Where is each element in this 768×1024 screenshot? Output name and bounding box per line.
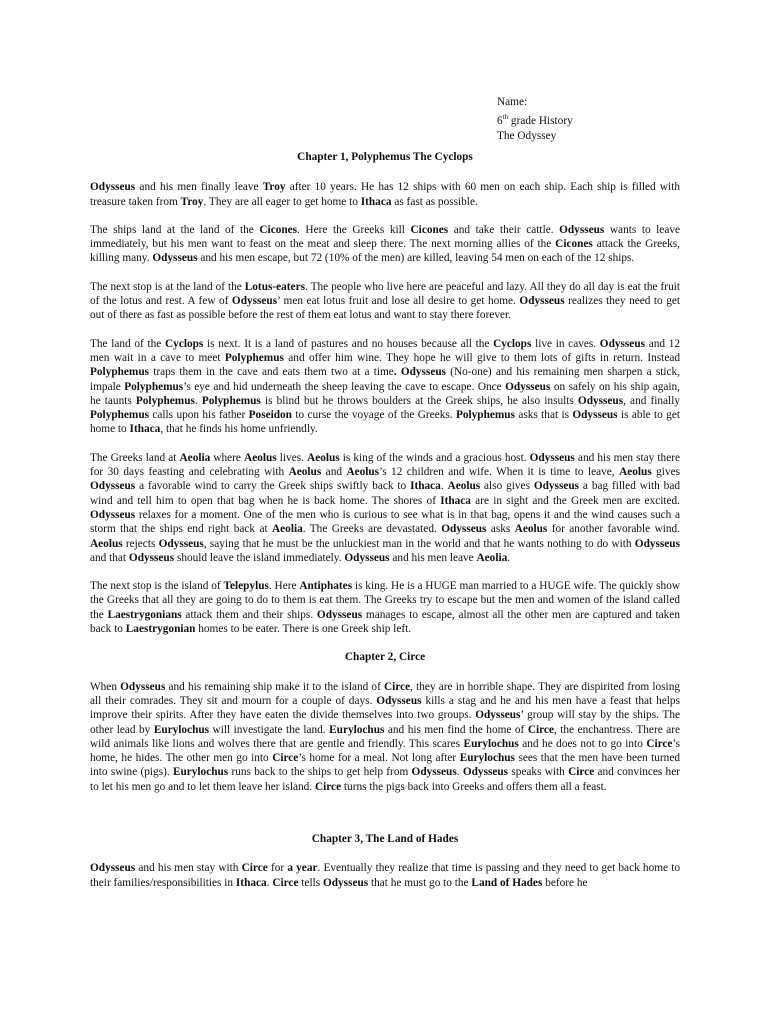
text-run: gives xyxy=(651,466,681,479)
text-run: runs back to the ships to get help from xyxy=(228,766,412,779)
bold-term: Odysseus xyxy=(128,551,175,564)
bold-term: Land of Hades xyxy=(471,876,543,889)
bold-term: Circe xyxy=(241,862,268,875)
bold-term: Laestrygonian xyxy=(125,623,196,636)
text-run: The Greeks land at xyxy=(90,451,180,464)
bold-term: Aeolus xyxy=(619,466,652,479)
bold-term: Odysseus xyxy=(462,766,509,779)
text-run: attack the Greeks, killing many. xyxy=(90,238,680,265)
paragraph xyxy=(90,579,680,636)
text-run: The next stop is the island of xyxy=(90,580,224,593)
bold-term: Troy xyxy=(180,195,204,208)
text-run: . The Greeks are devastated. xyxy=(302,523,442,536)
text-run: is able to get home to xyxy=(90,409,680,436)
text-run: . Here xyxy=(268,580,300,593)
bold-term: Polyphemus xyxy=(124,380,184,393)
text-run: is king. He is a HUGE man married to a HUGE wife. The quickly show the Greeks that all they are going to do to them is eat them. The Greeks try to escape but the men and women of the island called the xyxy=(90,580,680,621)
text-run: speaks with xyxy=(508,766,569,779)
bold-term: Odysseus xyxy=(90,508,136,521)
bold-term: Lotus-eaters xyxy=(244,280,305,293)
text-run: The next stop is at the land of the xyxy=(90,280,245,293)
text-run: tells xyxy=(298,876,323,889)
text-run: and 12 men wait in a cave to meet xyxy=(90,337,681,364)
text-run: after 10 years. He has 12 ships with 60 men on each ship. Each ship is filled with treasure taken from xyxy=(90,181,680,208)
text-run: rejects xyxy=(122,537,159,550)
bold-term: Ithaca xyxy=(440,494,471,507)
bold-term: Aeolia xyxy=(272,523,303,536)
paragraph xyxy=(90,861,680,890)
bold-term: Odysseus xyxy=(533,480,580,493)
bold-term: Aeolus xyxy=(346,466,380,479)
bold-term: Aeolus xyxy=(244,451,277,464)
text-run: for another favorable wind. xyxy=(547,523,681,536)
bold-term: Odysseus xyxy=(152,252,198,265)
text-run: relaxes for a moment. One of the men who is curious to see what is in that bag, opens it and the wind causes such a storm that the ships end right back at xyxy=(90,508,680,536)
document-body xyxy=(90,150,680,904)
paragraph xyxy=(90,680,680,794)
bold-term: Telepylus xyxy=(223,580,269,593)
text-run: kills a stag and he and his men have a feast that helps improve their spirits. After they have eaten the divide themselves into two groups. xyxy=(90,694,680,722)
text-run: The ships land at the land of the xyxy=(90,223,260,236)
paragraph xyxy=(90,180,680,209)
text-run: . Here the Greeks kill xyxy=(297,223,411,236)
bold-term: Odysseus xyxy=(559,223,605,236)
text-run: ’s home for a meal. Not long after xyxy=(298,752,460,765)
bold-term: Odysseus xyxy=(475,709,521,722)
bold-term: Odysseus xyxy=(441,523,487,536)
text-run: realizes they need to get out of there as fast as possible before the rest of them eat lotus and want to stay there forever. xyxy=(90,295,680,322)
text-run: and his men finally leave xyxy=(135,181,263,194)
paragraph xyxy=(90,280,680,323)
text-run: ’ men eat lotus fruit and lose all desire to get home. xyxy=(277,295,520,308)
bold-term: Ithaca xyxy=(360,195,392,208)
bold-term: a year xyxy=(287,862,318,875)
text-run: and he does not to go into xyxy=(518,737,647,750)
bold-term: Circe xyxy=(314,780,342,793)
text-run: a favorable wind to carry the Greek ships swiftly back to xyxy=(135,480,411,493)
text-run: lives. xyxy=(276,451,308,464)
bold-term: Odysseus xyxy=(322,876,369,889)
bold-term: Odysseus xyxy=(90,181,136,194)
text-run: , and finally xyxy=(623,394,680,407)
bold-term: Eurylochus xyxy=(463,737,519,750)
text-run: is king of the winds and a gracious host. xyxy=(339,451,530,464)
bold-term: Eurylochus xyxy=(329,723,385,736)
bold-term: Odysseus xyxy=(400,366,447,379)
text-run: on safely on his ship again, he taunts xyxy=(90,380,680,407)
text-run: as fast as possible. xyxy=(391,195,478,208)
bold-term: Odysseus xyxy=(634,537,680,550)
text-run: traps them in the cave and eats them two at a time xyxy=(149,366,394,379)
text-run: . The people who live here are peaceful and lazy. All they do all day is eat the fruit of the lotus and rest. A few of xyxy=(90,280,680,308)
chapter-3-title: Chapter 3, The Land of Hades xyxy=(311,832,459,845)
bold-term: . xyxy=(393,366,397,379)
bold-term: Odysseus xyxy=(599,337,646,350)
bold-term: Aeolia xyxy=(476,551,508,564)
text-run: homes to be eater. There is one Greek ship left. xyxy=(195,623,412,636)
text-run: , that he finds his home unfriendly. xyxy=(160,423,318,436)
bold-term: Aeolia xyxy=(179,451,211,464)
text-run: , the enchantress. There are wild animals like lions and wolves there that are gentle and friendly. This scares xyxy=(90,723,681,750)
text-run: ’ group will stay by the ships. The other lead by xyxy=(90,709,680,736)
bold-term: Circe xyxy=(568,766,595,779)
name-line: Name: xyxy=(497,96,528,108)
text-run: . xyxy=(456,766,463,779)
bold-term: Odysseus xyxy=(120,680,166,693)
text-run: and offer him wine. They hope he will give to them lots of gifts in return. Instead xyxy=(283,351,680,364)
text-run: and his men leave xyxy=(389,551,477,564)
bold-term: Odysseus xyxy=(231,295,278,308)
chapter-1-title: Chapter 1, Polyphemus The Cyclops xyxy=(297,151,473,163)
text-run: ’s home, he hides. The other men go into xyxy=(90,737,680,765)
text-run: that he must go to the xyxy=(368,876,472,889)
bold-term: Odysseus xyxy=(577,394,624,407)
text-run: . xyxy=(266,876,273,889)
text-run: ’s 12 children and wife. When it is time to leave, xyxy=(379,466,620,479)
bold-term: Polyphemus xyxy=(224,351,284,364)
text-run: and take their cattle. xyxy=(448,223,560,236)
bold-term: Circe xyxy=(527,723,554,736)
text-run: manages to escape, almost all the other men are captured and taken back to xyxy=(90,608,680,636)
text-run: where xyxy=(210,451,245,464)
text-run: (No-one) and his remaining men sharpen a stick, impale xyxy=(90,366,681,393)
text-run: before he xyxy=(542,876,588,889)
bold-term: Aeolus xyxy=(90,537,123,550)
text-run: The land of the xyxy=(90,337,166,350)
text-run: is blind but he throws boulders at the Greek ships, he also insults xyxy=(260,394,578,407)
bold-term: Polyphemus xyxy=(90,409,150,422)
bold-term: Circe xyxy=(384,680,411,693)
text-run: and his men find the home of xyxy=(384,723,528,736)
text-run: to curse the voyage of the Greeks. xyxy=(291,409,456,422)
paragraph xyxy=(90,223,680,266)
text-run: a bag filled with bad wind and tell him to open that bag when he is back home. The shores of xyxy=(90,480,680,507)
text-run: asks xyxy=(486,523,515,536)
text-run: and his men stay there for 30 days feasting and celebrating with xyxy=(90,451,680,479)
text-run: wants to leave immediately, but his men want to feast on the meat and sleep there. The next morning allies of the xyxy=(90,223,680,251)
bold-term: Aeolus xyxy=(288,466,322,479)
bold-term: Cyclops xyxy=(493,337,532,350)
bold-term: Polyphemus xyxy=(135,394,195,407)
bold-term: Circe xyxy=(272,876,299,889)
bold-term: Circe xyxy=(646,737,673,750)
bold-term: Odysseus xyxy=(529,451,575,464)
text-run: and convinces her to let his men go and to let them leave her island. xyxy=(90,766,680,793)
text-run: and that xyxy=(90,551,129,564)
text-run: . xyxy=(194,394,202,407)
bold-term: Odysseus xyxy=(519,295,565,308)
bold-term: Odysseus xyxy=(411,766,457,779)
text-run: also gives xyxy=(480,480,534,493)
text-run: . Eventually they realize that time is passing and they need to get back home to their families/responsibilities in xyxy=(90,862,681,889)
subject-line: The Odyssey xyxy=(497,129,557,142)
bold-term: Odysseus xyxy=(344,551,390,564)
bold-term: Cicones xyxy=(259,223,298,236)
text-run: When xyxy=(90,680,121,693)
grade-text: grade History xyxy=(508,114,573,127)
text-run: , they are in horrible shape. They are dispirited from losing all their comrades. They sit and mourn for a couple of days. xyxy=(90,680,680,707)
chapter-2-title: Chapter 2, Circe xyxy=(344,651,426,664)
bold-term: Aeolus xyxy=(514,523,548,536)
bold-term: Ithaca xyxy=(410,480,441,493)
bold-term: Ithaca xyxy=(235,876,267,889)
text-run: sees that the men have been turned into swine (pigs). xyxy=(90,752,680,779)
bold-term: Aeolus xyxy=(447,480,481,493)
bold-term: Troy xyxy=(262,181,286,194)
text-run: asks that is xyxy=(514,409,573,422)
bold-term: Cicones xyxy=(555,238,593,251)
grade-suffix: th xyxy=(502,113,509,121)
text-run: for xyxy=(267,862,288,875)
bold-term: Cicones xyxy=(410,223,449,236)
paragraph xyxy=(90,451,680,565)
bold-term: Eurylochus xyxy=(153,723,210,736)
bold-term: Odysseus xyxy=(90,862,136,875)
bold-term: Eurylochus xyxy=(172,766,229,779)
text-run: , saying that he must be the unluckiest man in the world and that he wants nothing to do with xyxy=(203,537,635,550)
bold-term: Cyclops xyxy=(165,337,204,350)
text-run: . They are all eager to get home to xyxy=(203,195,361,208)
bold-term: Odysseus xyxy=(505,380,551,393)
bold-term: Poseidon xyxy=(248,409,292,422)
text-run: should leave the island immediately. xyxy=(174,551,345,564)
text-run: and his men stay with xyxy=(135,862,242,875)
text-run: ’s eye and hid underneath the sheep leaving the cave to escape. Once xyxy=(183,380,506,393)
text-run: attack them and their ships. xyxy=(181,608,317,621)
text-run: live in caves. xyxy=(531,337,600,350)
text-run: calls upon his father xyxy=(149,409,249,422)
grade-number: 6 xyxy=(497,114,503,127)
paragraph xyxy=(90,337,680,437)
text-run: and his remaining ship make it to the island of xyxy=(165,680,385,693)
bold-term: Polyphemus xyxy=(201,394,261,407)
text-run: are in sight and the Greek men are excited. xyxy=(470,494,680,507)
text-run: . xyxy=(507,551,511,564)
text-run: and xyxy=(321,466,347,479)
text-run: and his men escape, but 72 (10% of the men) are killed, leaving 54 men on each of the 12 ships. xyxy=(197,252,635,265)
text-run: will investigate the land. xyxy=(209,723,330,736)
grade-line xyxy=(497,110,573,129)
bold-term: Polyphemus xyxy=(455,409,515,422)
bold-term: Ithaca xyxy=(129,423,161,436)
text-run: is next. It is a land of pastures and no houses because all the xyxy=(203,337,494,350)
bold-term: Antiphates xyxy=(299,580,353,593)
bold-term: Odysseus xyxy=(376,694,422,707)
bold-term: Circe xyxy=(272,752,299,765)
bold-term: Odysseus xyxy=(572,409,618,422)
text-run: . xyxy=(440,480,448,493)
bold-term: Aeolus xyxy=(307,451,340,464)
bold-term: Laestrygonians xyxy=(107,608,182,621)
bold-term: Polyphemus xyxy=(90,366,150,379)
bold-term: Odysseus xyxy=(90,480,136,493)
text-run: turns the pigs back into Greeks and offers them all a feast. xyxy=(341,780,607,793)
bold-term: Eurylochus xyxy=(459,752,515,765)
student-header xyxy=(497,95,573,144)
bold-term: Odysseus xyxy=(158,537,204,550)
bold-term: Odysseus xyxy=(316,608,363,621)
